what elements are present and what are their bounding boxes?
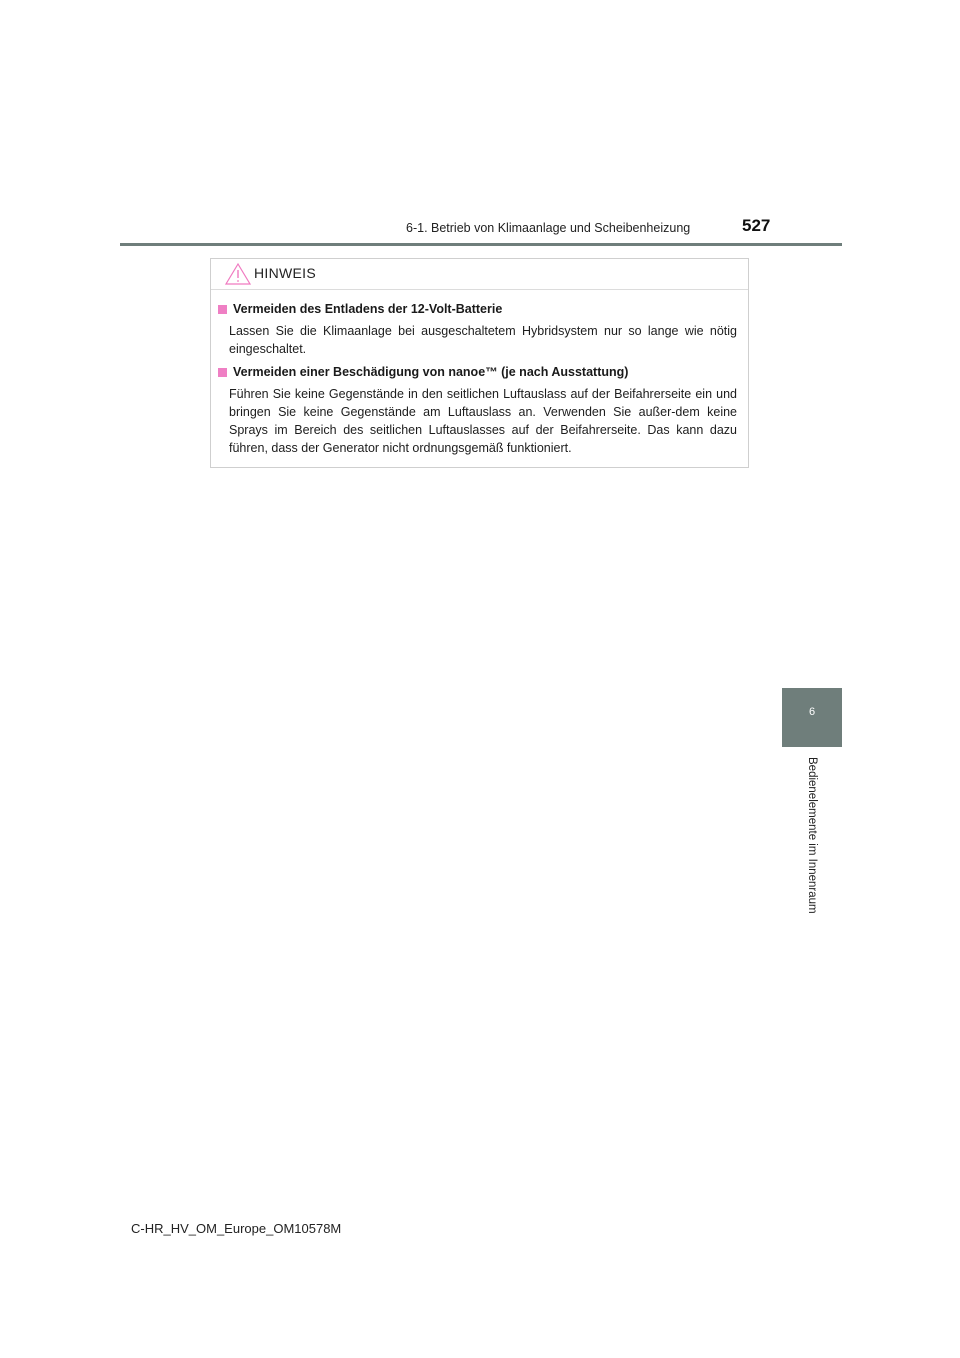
chapter-tab-number: 6 [808,706,816,718]
notice-title: HINWEIS [254,265,316,281]
notice-header [211,259,748,290]
notice-item-heading [218,365,737,379]
notice-box [210,258,749,468]
notice-body [211,290,748,457]
page-number: 527 [742,216,771,235]
notice-item-text: Führen Sie keine Gegenstände in den seitlichen Luftauslass auf der Beifahrerseite ein und bringen Sie keine Gegenstände am Luftauslass an. Verwenden Sie außer-dem keine Sprays im Bereich des seitlichen Luftauslasses auf der Beifahrerseite. Das kann dazu führen, dass der Generator nicht ordnungsgemäß funktioniert. [229,387,737,455]
notice-item-text: Lassen Sie die Klimaanlage bei ausgeschaltetem Hybridsystem nur so lange wie nötig eingeschaltet. [229,324,737,356]
notice-item-heading [218,302,737,316]
bullet-square-icon [218,305,227,314]
notice-item-heading-text: Vermeiden des Entladens der 12-Volt-Batterie [233,302,503,316]
warning-triangle-icon [225,262,251,286]
chapter-tab [782,688,842,747]
footer-doc-id: C-HR_HV_OM_Europe_OM10578M [131,1221,342,1236]
header-rule [120,243,842,246]
notice-item-heading-text: Vermeiden einer Beschädigung von nanoe™ (je nach Ausstattung) [233,365,629,379]
chapter-tab-label: Bedienelemente im Innenraum [806,757,818,914]
header-section-title: 6-1. Betrieb von Klimaanlage und Scheibenheizung [406,221,691,235]
bullet-square-icon [218,368,227,377]
